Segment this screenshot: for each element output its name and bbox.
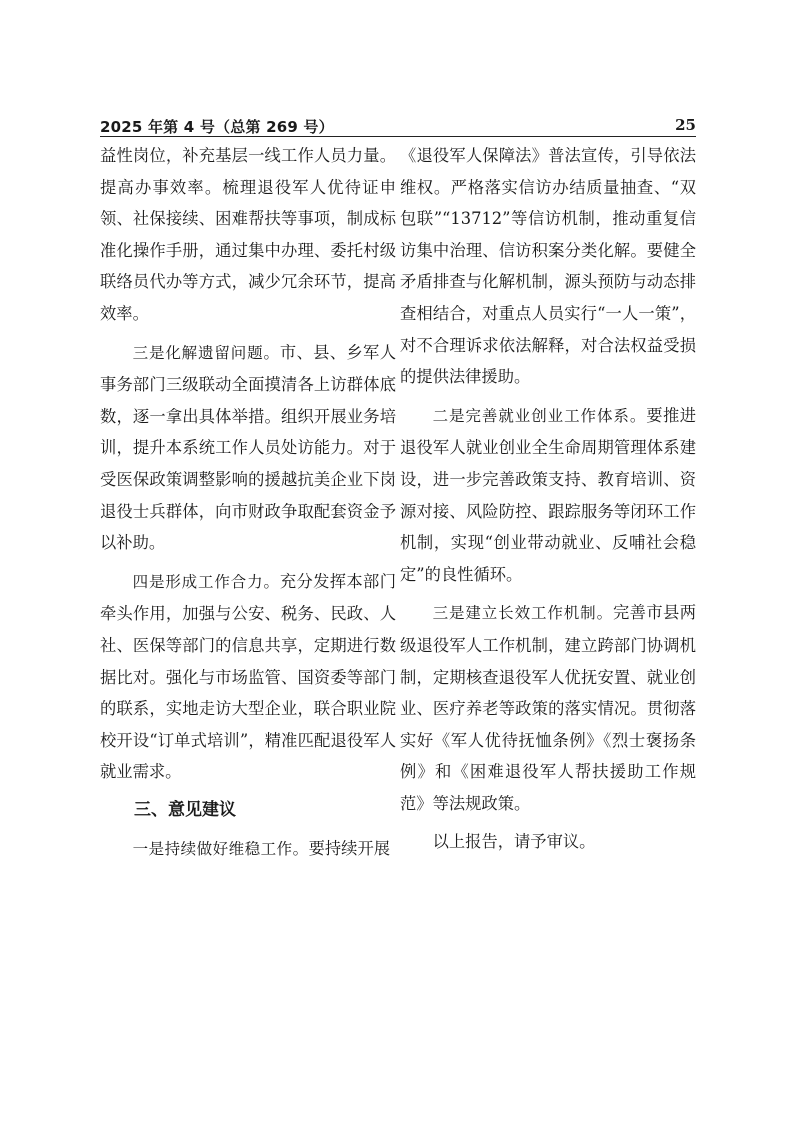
issue-label: 2025 年第 4 号（总第 269 号） (100, 118, 334, 136)
right-column (400, 140, 696, 865)
left-column (100, 140, 396, 873)
paragraph-resolve-legacy-issues (100, 337, 396, 559)
paragraph-lead: 一是持续做好维稳工作。 (132, 840, 309, 859)
paragraph-text: 要持续开展 (308, 839, 391, 859)
paragraph-text: 要推进退役军人就业创业全生命周期管理体系建设，进一步完善政策支持、教育培训、资源对接、风险防控、跟踪服务等闭环工作机制，实现“创业带动就业、反哺社会稳定”的良性循环。 (400, 405, 696, 584)
paragraph-continued: 《退役军人保障法》普法宣传，引导依法维权。严格落实信访办结质量抽查、“双包联”“13712”等信访机制，推动重复信访集中治理、信访积案分类化解。要健全矛盾排查与化解机制，源头预防与动态排查相结合，对重点人员实行“一人一策”，对不合理诉求依法解释，对合法权益受损的提供法律援助。 (400, 146, 696, 387)
paragraph-lead: 三是建立长效工作机制。 (432, 604, 613, 623)
paragraph-continued: 益性岗位，补充基层一线工作人员力量。提高办事效率。梳理退役军人优待证申领、社保接续、困难帮扶等事项，制成标准化操作手册，通过集中办理、委托村级联络员代办等方式，减少冗余环节，提高效率。 (100, 146, 396, 323)
paragraph-employment-system (400, 400, 696, 591)
paragraph-lead: 二是完善就业创业工作体系。 (432, 406, 647, 425)
paragraph-stability-work (100, 833, 396, 866)
running-header (100, 114, 696, 136)
paragraph-lead: 三是化解遗留问题。 (132, 343, 280, 362)
paragraph-lead: 四是形成工作合力。 (132, 572, 280, 591)
paragraph-long-term-mechanism (400, 597, 696, 819)
page-number: 25 (675, 116, 696, 134)
paragraph-text: 完善市县两级退役军人工作机制，建立跨部门协调机制，定期核查退役军人优抚安置、就业创业、医疗养老等政策的落实情况。贯彻落实好《军人优待抚恤条例》《烈士褒扬条例》和《困难退役军人帮扶援助工作规范》等法规政策。 (400, 603, 696, 813)
section-heading: 三、意见建议 (134, 799, 236, 820)
paragraph-joint-effort (100, 566, 396, 788)
closing-line: 以上报告，请予审议。 (432, 832, 596, 852)
header-rule (100, 136, 696, 137)
paragraph-text: 充分发挥本部门牵头作用，加强与公安、税务、民政、人社、医保等部门的信息共享，定期进行数据比对。强化与市场监管、国资委等部门的联系，实地走访大型企业，联合职业院校开设“订单式培训”，精准匹配退役军人就业需求。 (100, 571, 396, 782)
paragraph-text: 市、县、乡军人事务部门三级联动全面摸清各上访群体底数，逐一拿出具体举措。组织开展业务培训，提升本系统工作人员处访能力。对于受医保政策调整影响的援越抗美企业下岗退役士兵群体，向市财政争取配套资金予以补助。 (100, 342, 396, 553)
